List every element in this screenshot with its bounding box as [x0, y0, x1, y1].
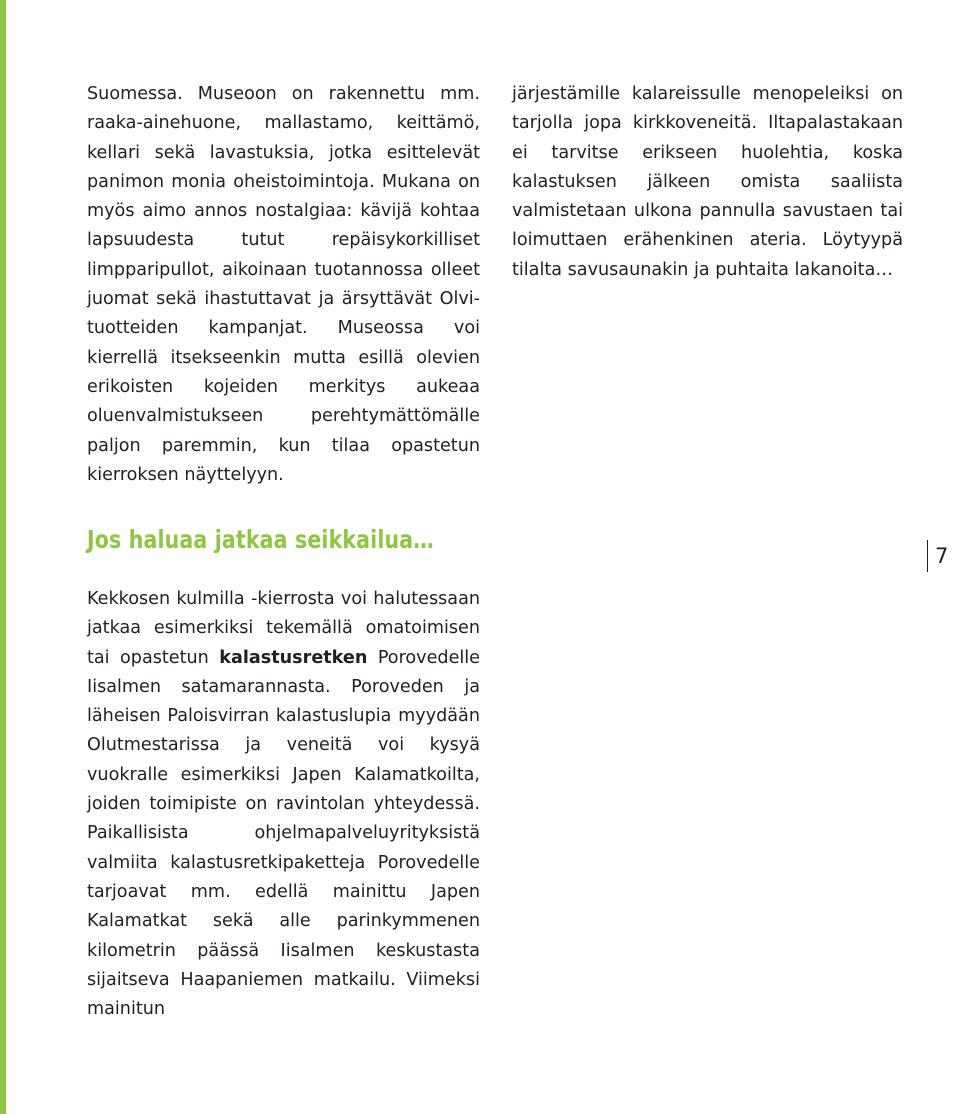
paragraph-text-start: Kekkosen kulmilla -kierrosta voi halutessaan jatkaa esimerkiksi tekemällä omatoimisen tai opastetun	[87, 589, 480, 668]
text-column-left-top	[87, 80, 480, 490]
page-number: 7	[927, 540, 948, 572]
paragraph-fishing-continue	[87, 585, 480, 1024]
text-column-left-bottom	[87, 585, 480, 1024]
bold-term-fishing-trip: kalastusretken	[219, 647, 368, 668]
green-margin-bar	[0, 0, 6, 1114]
paragraph-text-end: Porovedelle Iisalmen satamarannasta. Poroveden ja läheisen Paloisvirran kalastuslupia myydään Olutmestarissa ja veneitä voi kysyä vuokralle esimerkiksi Japen Kalamatkoilta, joiden toimipiste on ravintolan yhteydessä. Paikallisista ohjelmapalveluyrityksistä valmiita kalastusretkipaketteja Porovedelle tarjoavat mm. edellä mainittu Japen Kalamatkat sekä alle parinkymmenen kilometrin päässä Iisalmen keskustasta sijaitseva Haapaniemen matkailu. Viimeksi mainitun	[87, 647, 481, 1020]
paragraph-olvi-museum: Suomessa. Museoon on rakennettu mm. raaka-ainehuone, mallastamo, keittämö, kellari sekä lavastuksia, jotka esittelevät panimon monia oheistoimintoja. Mukana on myös aimo annos nostalgiaa: kävijä kohtaa lapsuudesta tutut repäisykorkilliset limpparipullot, aikoinaan tuotannossa olleet juomat sekä ihastuttavat ja ärsyttävät Olvi-tuotteiden kampanjat. Museossa voi kierrellä itsekseenkin mutta esillä olevien erikoisten kojeiden merkitys aukeaa oluenvalmistukseen perehtymättömälle paljon paremmin, kun tilaa opastetun kierroksen näyttelyyn.	[87, 84, 480, 485]
paragraph-fishing-trips: järjestämille kalareissulle menopeleiksi on tarjolla jopa kirkkoveneitä. Iltapalastakaan ei tarvitse erikseen huolehtia, koska kalastuksen jälkeen omista saaliista valmistetaan ulkona pannulla savustaen tai loimuttaen erähenkinen ateria. Löytyypä tilalta savusaunakin ja puhtaita lakanoita…	[512, 84, 903, 280]
section-heading: Jos haluaa jatkaa seikkailua…	[87, 525, 434, 554]
text-column-right	[512, 80, 903, 285]
